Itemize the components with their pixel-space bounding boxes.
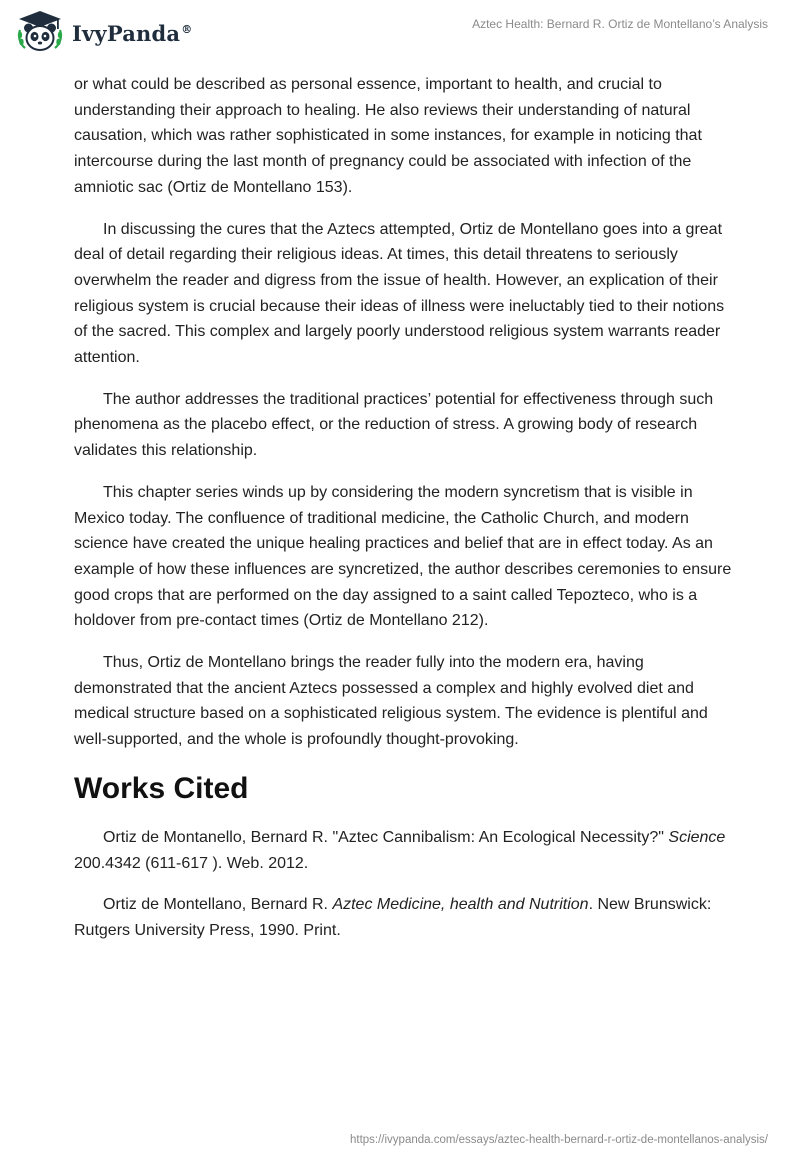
panda-graduate-icon [14, 8, 66, 56]
ivypanda-logo[interactable] [14, 8, 192, 56]
works-cited-heading: Works Cited [74, 771, 249, 805]
body-paragraph: In discussing the cures that the Aztecs attempted, Ortiz de Montellano goes into a great deal of detail regarding their religious ideas. At times, this detail threatens to seriously overwhelm the reader and digress from the issue of health. However, an explication of their religious system is crucial because their ideas of illness were ineluctably tied to their notions of the sacred. This complex and largely poorly understood religious system warrants reader attention. [74, 220, 725, 367]
citation-text: . New Brunswick: Rutgers University Press, 1990. Print. [74, 896, 712, 939]
body-paragraph: The author addresses the traditional practices’ potential for effectiveness through such phenomena as the placebo effect, or the reduction of stress. A growing body of research validates this relationship. [74, 390, 714, 460]
registered-mark: ® [181, 22, 193, 36]
body-paragraph: Thus, Ortiz de Montellano brings the reader fully into the modern era, having demonstrated that the ancient Aztecs possessed a complex and highly evolved diet and medical structure based on a sophisticated religious system. The evidence is plentiful and well-supported, and the whole is profoundly thought-provoking. [74, 654, 708, 749]
citation-title: Science [668, 828, 726, 846]
citation-entry [74, 892, 734, 943]
logo-wordmark [72, 21, 192, 46]
citation-text: Ortiz de Montellano, Bernard R. [103, 896, 333, 914]
citation-entry [74, 825, 734, 876]
source-url-link[interactable]: https://ivypanda.com/essays/aztec-health-bernard-r-ortiz-de-montellanos-analysis/ [349, 1134, 768, 1146]
citation-title: Aztec Medicine, health and Nutrition [332, 896, 589, 914]
essay-content [74, 72, 734, 960]
running-title: Aztec Health: Bernard R. Ortiz de Montellano’s Analysis [472, 17, 768, 31]
logo-text: IvyPanda [72, 20, 181, 46]
citation-text: 200.4342 (611-617 ). Web. 2012. [74, 854, 309, 872]
citation-text: Ortiz de Montanello, Bernard R. "Aztec Cannibalism: An Ecological Necessity?" [103, 828, 669, 846]
body-paragraph: This chapter series winds up by considering the modern syncretism that is visible in Mexico today. The confluence of traditional medicine, the Catholic Church, and modern science have created the unique healing practices and belief that are in effect today. As an example of how these influences are syncretized, the author describes ceremonies to ensure good crops that are performed on the day assigned to a saint called Tepozteco, who is a holdover from pre-contact times (Ortiz de Montellano 212). [74, 483, 732, 630]
body-paragraph: or what could be described as personal essence, important to health, and crucial to understanding their approach to healing. He also reviews their understanding of natural causation, which was rather sophisticated in some instances, for example in noticing that intercourse during the last month of pregnancy could be associated with infection of the amniotic sac (Ortiz de Montellano 153). [74, 76, 702, 196]
page-header [0, 0, 800, 64]
